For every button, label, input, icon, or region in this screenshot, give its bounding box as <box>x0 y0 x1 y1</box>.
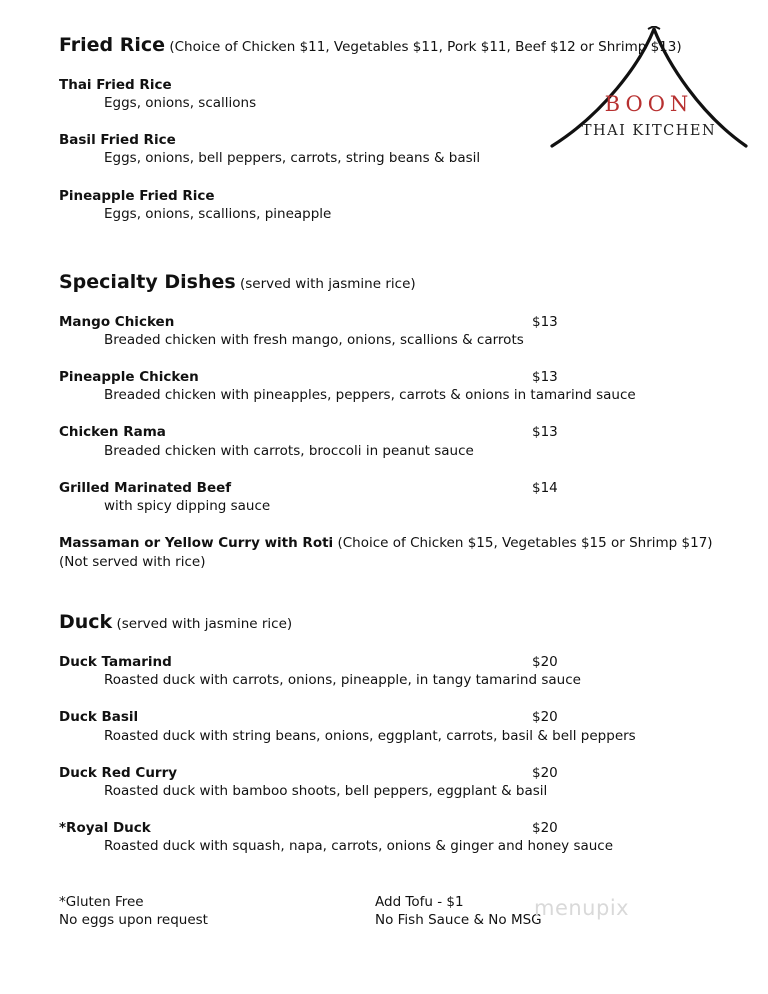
no-eggs-note: No eggs upon request <box>59 912 208 928</box>
menu-item-name: Thai Fried Rice <box>59 77 172 93</box>
menu-item-name: Basil Fried Rice <box>59 132 176 148</box>
section-title: Specialty Dishes <box>59 271 236 293</box>
menu-item-price: $13 <box>532 369 558 385</box>
menu-item-desc: Breaded chicken with fresh mango, onions, scallions & carrots <box>104 332 524 348</box>
fried-rice-header <box>59 34 682 56</box>
menu-item-desc: Eggs, onions, bell peppers, carrots, string beans & basil <box>104 150 481 166</box>
no-fish-sauce-note: No Fish Sauce & No MSG <box>375 912 542 928</box>
menu-item-desc: Eggs, onions, scallions, pineapple <box>104 206 332 222</box>
menu-item-desc: Breaded chicken with carrots, broccoli in peanut sauce <box>104 443 474 459</box>
menu-item-price: $20 <box>532 820 558 836</box>
menu-item-name: Pineapple Fried Rice <box>59 188 215 204</box>
menu-item-desc: Roasted duck with squash, napa, carrots, onions & ginger and honey sauce <box>104 838 614 854</box>
menu-item-desc: with spicy dipping sauce <box>104 498 271 514</box>
menu-item-name: Duck Red Curry <box>59 765 178 781</box>
menu-item-name: Massaman or Yellow Curry with Roti <box>59 535 334 551</box>
menu-item-name: Chicken Rama <box>59 424 166 440</box>
section-note: (served with jasmine rice) <box>239 276 416 292</box>
menu-item-price: $20 <box>532 654 558 670</box>
section-note: (Choice of Chicken $11, Vegetables $11, Pork $11, Beef $12 or Shrimp $13) <box>169 39 682 55</box>
menu-item-desc: Roasted duck with carrots, onions, pineapple, in tangy tamarind sauce <box>104 672 581 688</box>
menu-item-name: Pineapple Chicken <box>59 369 199 385</box>
menu-item-note: (Choice of Chicken $15, Vegetables $15 or Shrimp $17) <box>337 535 713 551</box>
menu-item-price: $20 <box>532 709 558 725</box>
menu-item-price: $13 <box>532 424 558 440</box>
massaman-item <box>59 535 713 551</box>
gluten-free-note: *Gluten Free <box>59 894 144 910</box>
menu-item-desc: Breaded chicken with pineapples, peppers, carrots & onions in tamarind sauce <box>104 387 636 403</box>
menu-item-name: Duck Tamarind <box>59 654 172 670</box>
menu-item-extra: (Not served with rice) <box>59 554 206 570</box>
specialty-header <box>59 271 416 293</box>
add-tofu-note: Add Tofu - $1 <box>375 894 464 910</box>
menu-item-desc: Roasted duck with string beans, onions, eggplant, carrots, basil & bell peppers <box>104 728 636 744</box>
duck-header <box>59 611 292 633</box>
menu-item-desc: Roasted duck with bamboo shoots, bell peppers, eggplant & basil <box>104 783 548 799</box>
section-title: Fried Rice <box>59 34 166 56</box>
menu-item-price: $14 <box>532 480 558 496</box>
menu-item-name: Duck Basil <box>59 709 139 725</box>
logo-name: BOON <box>604 92 694 116</box>
menu-item-name: Mango Chicken <box>59 314 175 330</box>
section-title: Duck <box>59 611 113 633</box>
watermark-text: menupix <box>534 896 630 920</box>
menu-item-price: $13 <box>532 314 558 330</box>
menu-item-name: *Royal Duck <box>59 820 151 836</box>
section-note: (served with jasmine rice) <box>116 616 293 632</box>
menu-item-price: $20 <box>532 765 558 781</box>
menu-item-desc: Eggs, onions, scallions <box>104 95 257 111</box>
menu-item-name: Grilled Marinated Beef <box>59 480 232 496</box>
logo-subtitle: THAI KITCHEN <box>581 123 717 139</box>
